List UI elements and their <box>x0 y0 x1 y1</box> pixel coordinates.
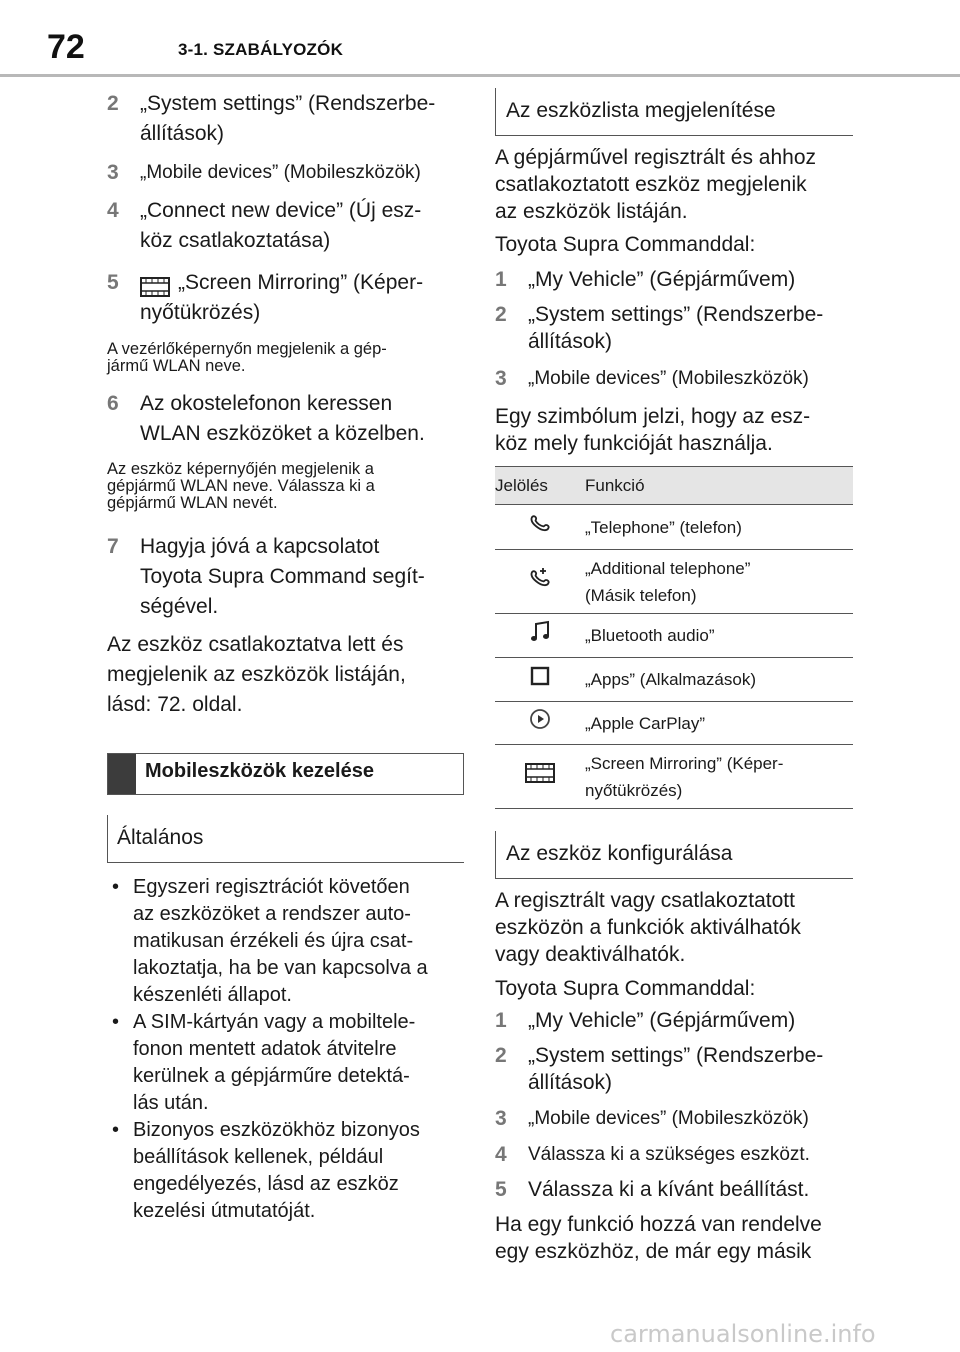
paragraph-symbol: Egy szimbólum jelzi, hogy az esz- köz mely funkcióját használja. <box>495 405 811 455</box>
header-divider <box>0 74 960 77</box>
page-number: 72 <box>47 28 85 66</box>
table-cell: „Bluetooth audio” <box>585 614 853 658</box>
list-item: • A SIM-kártyán vagy a mobiltele- fonon mentett adatok átvitelre kerülnek a gépjárműre detektá- lás után. <box>112 1011 416 1114</box>
step-text: „Mobile devices” (Mobileszközök) <box>528 1108 809 1129</box>
step-text: „Connect new device” (Új esz- köz csatlakoztatása) <box>140 199 422 252</box>
watermark: carmanualsonline.info <box>610 1320 876 1348</box>
apps-square-icon <box>529 665 551 687</box>
step-3 <box>495 1104 855 1134</box>
step-text: „Mobile devices” (Mobileszközök) <box>528 368 809 389</box>
heading-label: Az eszköz konfigurálása <box>506 842 733 865</box>
step-number: 3 <box>495 367 507 390</box>
table-row <box>495 702 853 745</box>
step-2 <box>107 89 467 149</box>
table-row <box>495 505 853 550</box>
step-5 <box>495 1175 855 1205</box>
paragraph-assigned: Ha egy funkció hozzá van rendelve egy eszközhöz, de már egy másik <box>495 1213 822 1263</box>
table-header-row <box>495 467 853 505</box>
table-cell: „Apple CarPlay” <box>585 702 853 745</box>
step-text: „My Vehicle” (Gépjárművem) <box>528 1009 796 1032</box>
paragraph-command: Toyota Supra Commanddal: <box>495 233 756 256</box>
step-text: Hagyja jóvá a kapcsolatot Toyota Supra Command segít- ségével. <box>140 535 425 618</box>
bullet-list <box>107 874 467 1225</box>
note-wlan-name: A vezérlőképernyőn megjelenik a gép- jármű WLAN neve. <box>107 340 387 375</box>
table-row <box>495 614 853 658</box>
step-number: 1 <box>495 1009 507 1032</box>
step-number: 3 <box>495 1107 507 1130</box>
step-2 <box>495 1042 855 1096</box>
step-number: 6 <box>107 392 119 415</box>
additional-phone-icon <box>528 566 552 590</box>
step-number: 2 <box>495 303 507 326</box>
subheading-general <box>107 815 464 863</box>
step-number: 4 <box>495 1143 507 1166</box>
screen-mirroring-icon <box>525 763 555 783</box>
step-text: „Mobile devices” (Mobileszközök) <box>140 162 421 183</box>
step-1 <box>495 265 855 295</box>
step-number: 2 <box>495 1044 507 1067</box>
step-text: „System settings” (Rendszerbe- állítások) <box>528 303 824 353</box>
step-3 <box>107 158 467 188</box>
step-number: 7 <box>107 535 119 558</box>
list-item: • Bizonyos eszközökhöz bizonyos beállítások kellenek, például engedélyezés, lásd az eszköz kezelési útmutatóját. <box>112 1119 420 1222</box>
heading-bar <box>108 754 136 794</box>
phone-icon <box>528 511 552 535</box>
step-text: „System settings” (Rendszerbe- állítások) <box>528 1044 824 1094</box>
section-heading-configure <box>495 831 853 879</box>
step-text: „System settings” (Rendszerbe- állítások) <box>140 92 436 145</box>
subheading-label: Általános <box>117 826 204 849</box>
step-text: Az okostelefonon keressen WLAN eszközöket a közelben. <box>140 392 425 445</box>
section-heading-mobile-devices <box>107 753 464 795</box>
step-number: 1 <box>495 268 507 291</box>
note-select-wlan: Az eszköz képernyőjén megjelenik a gépjármű WLAN neve. Válassza ki a gépjármű WLAN nevét. <box>107 460 375 512</box>
table-cell: „Telephone” (telefon) <box>585 505 853 550</box>
step-text: Válassza ki a kívánt beállítást. <box>528 1178 810 1201</box>
paragraph-device-list: A gépjárművel regisztrált és ahhoz csatlakoztatott eszköz megjelenik az eszközök listáján. <box>495 146 816 223</box>
list-item: • Egyszeri regisztrációt követően az eszközöket a rendszer auto- matikusan érzékeli és újra csat- lakoztatja, ha be van kapcsolva a készenléti állapot. <box>112 876 428 1006</box>
carplay-play-icon <box>528 707 552 731</box>
chapter-title: 3-1. SZABÁLYOZÓK <box>178 40 344 59</box>
step-number: 2 <box>107 92 119 115</box>
column-header-function: Funkció <box>585 467 853 505</box>
table-row <box>495 550 853 614</box>
section-heading-device-list <box>495 88 853 136</box>
step-number: 5 <box>107 271 119 294</box>
step-3 <box>495 364 855 394</box>
step-5 <box>107 268 467 328</box>
step-text: „Screen Mirroring” (Képer- nyőtükrözés) <box>140 271 424 324</box>
function-table <box>495 466 853 809</box>
table-row <box>495 658 853 702</box>
table-row <box>495 745 853 809</box>
column-header-marking: Jelölés <box>495 467 585 505</box>
heading-label: Az eszközlista megjelenítése <box>506 99 776 122</box>
step-number: 4 <box>107 199 119 222</box>
step-text: „My Vehicle” (Gépjárművem) <box>528 268 796 291</box>
step-7 <box>107 532 467 622</box>
table-cell: „Additional telephone” (Másik telefon) <box>585 550 853 614</box>
step-number: 5 <box>495 1178 507 1201</box>
step-number: 3 <box>107 161 119 184</box>
table-cell: „Apps” (Alkalmazások) <box>585 658 853 702</box>
paragraph-activate: A regisztrált vagy csatlakoztatott eszközön a funkciók aktiválhatók vagy deaktiválhatók. <box>495 889 801 966</box>
step-text: Válassza ki a szükséges eszközt. <box>528 1144 810 1165</box>
music-note-icon <box>529 620 551 644</box>
paragraph-command-2: Toyota Supra Commanddal: <box>495 977 756 1000</box>
table-cell: „Screen Mirroring” (Képer- nyőtükrözés) <box>585 745 853 809</box>
step-4 <box>107 196 467 256</box>
heading-label: Mobileszközök kezelése <box>145 760 374 782</box>
screen-mirroring-icon <box>140 277 170 297</box>
step-2 <box>495 301 855 355</box>
paragraph-connected: Az eszköz csatlakoztatva lett és megjelenik az eszközök listáján, lásd: 72. oldal. <box>107 633 406 716</box>
step-1 <box>495 1006 855 1036</box>
step-6 <box>107 389 467 449</box>
step-4 <box>495 1140 855 1170</box>
